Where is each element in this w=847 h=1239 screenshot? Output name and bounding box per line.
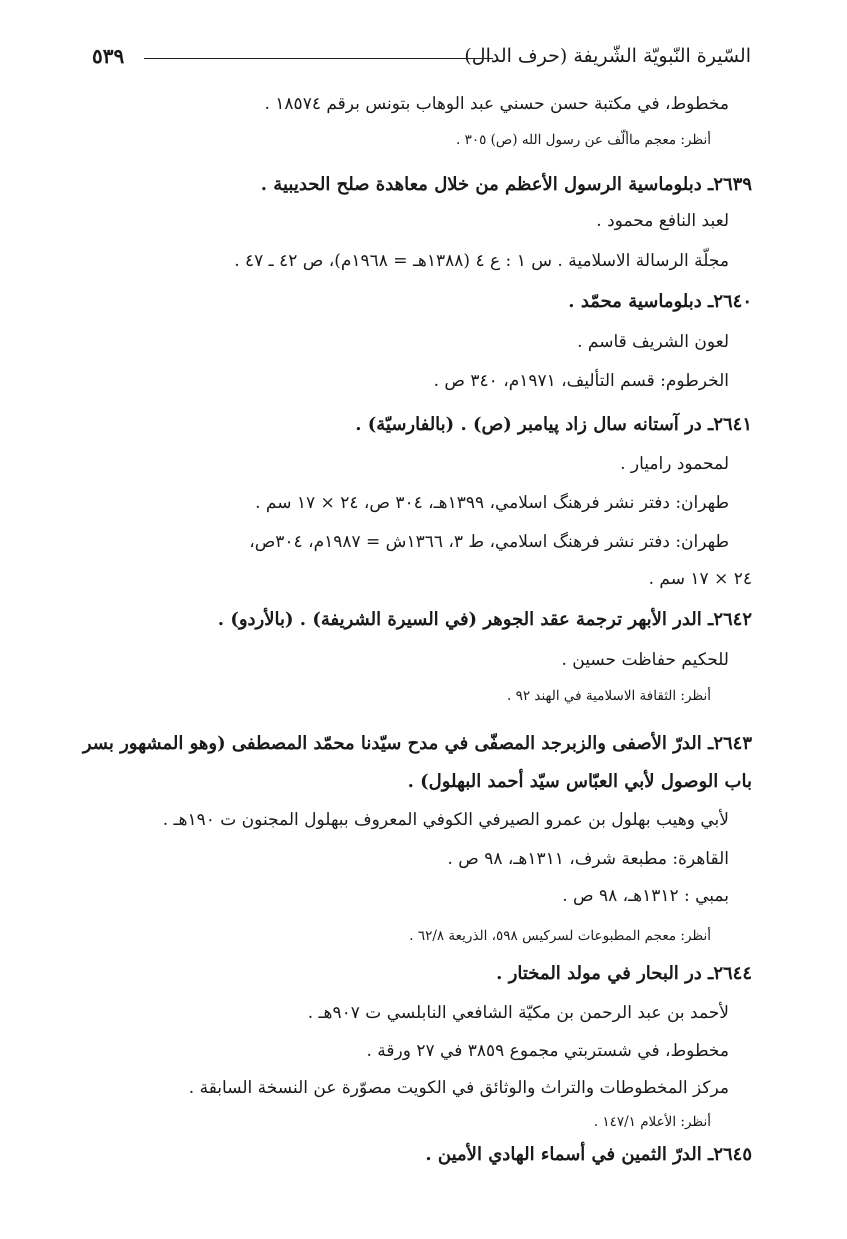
entry-title: ٢٦٤٣ـ الدرّ الأصفى والزبرجد المصفّى في مدح سيّدنا محمّد المصطفى (وهو المشهور بسر <box>82 733 752 754</box>
running-title: السّيرة النّبويّة الشّريفة (حرف الدال) <box>464 45 751 67</box>
entry-title: ٢٦٤٤ـ در البحار في مولد المختار . <box>496 963 752 984</box>
reference-line: أنظر: الأعلام ١٤٧/١ . <box>593 1114 711 1130</box>
entry-line: طهران: دفتر نشر فرهنگ اسلامي، ط ٣، ١٣٦٦ش = ١٩٨٧م، ٣٠٤ص، <box>249 532 729 552</box>
entry-title: باب الوصول لأبي العبّاس سيّد أحمد البهلول) . <box>407 771 752 792</box>
entry-line: مركز المخطوطات والتراث والوثائق في الكويت مصوّرة عن النسخة السابقة . <box>188 1078 729 1098</box>
reference-line: أنظر: الثقافة الاسلامية في الهند ٩٢ . <box>506 688 711 704</box>
entry-line: طهران: دفتر نشر فرهنگ اسلامي، ١٣٩٩هـ، ٣٠٤ ص، ٢٤ × ١٧ سم . <box>255 493 729 513</box>
entry-line: ٢٤ × ١٧ سم . <box>648 569 752 589</box>
entry-line: لعبد النافع محمود . <box>596 211 729 231</box>
entry-title: ٢٦٣٩ـ دبلوماسية الرسول الأعظم من خلال معاهدة صلح الحديبية . <box>260 174 752 195</box>
entry-line: لأبي وهيب بهلول بن عمرو الصيرفي الكوفي المعروف ببهلول المجنون ت ١٩٠هـ . <box>162 810 729 830</box>
entry-line: الخرطوم: قسم التأليف، ١٩٧١م، ٣٤٠ ص . <box>433 371 729 391</box>
entry-line: مخطوط، في شستربتي مجموع ٣٨٥٩ في ٢٧ ورقة . <box>366 1041 729 1061</box>
entry-line: لأحمد بن عبد الرحمن بن مكيّة الشافعي النابلسي ت ٩٠٧هـ . <box>307 1003 729 1023</box>
entry-line: مخطوط، في مكتبة حسن حسني عبد الوهاب بتونس برقم ١٨٥٧٤ . <box>264 94 729 114</box>
reference-line: أنظر: معجم المطبوعات لسركيس ٥٩٨، الذريعة ٦٢/٨ . <box>409 928 711 944</box>
page-header <box>92 36 751 76</box>
entry-line: بمبي : ١٣١٢هـ، ٩٨ ص . <box>562 886 729 906</box>
entry-line: مجلّة الرسالة الاسلامية . س ١ : ع ٤ (١٣٨٨هـ = ١٩٦٨م)، ص ٤٢ ـ ٤٧ . <box>234 251 729 271</box>
entry-line: القاهرة: مطبعة شرف، ١٣١١هـ، ٩٨ ص . <box>447 849 729 869</box>
page-number: ٥٣٩ <box>92 44 125 68</box>
entry-line: لعون الشريف قاسم . <box>577 332 729 352</box>
entry-title: ٢٦٤١ـ در آستانه سال زاد پيامبر (ص) . (بالفارسيّة) . <box>355 414 752 435</box>
entry-title: ٢٦٤٠ـ دبلوماسية محمّد . <box>568 291 752 312</box>
reference-line: أنظر: معجم ماألّف عن رسول الله (ص) ٣٠٥ . <box>456 132 711 148</box>
entry-line: للحكيم حفاظت حسين . <box>561 650 729 670</box>
header-rule <box>144 58 493 59</box>
entry-title: ٢٦٤٢ـ الدر الأبهر ترجمة عقد الجوهر (في السيرة الشريفة) . (بالأردو) . <box>217 609 752 630</box>
entry-title: ٢٦٤٥ـ الدرّ الثمين في أسماء الهادي الأمين . <box>425 1144 752 1165</box>
entry-line: لمحمود راميار . <box>620 454 729 474</box>
